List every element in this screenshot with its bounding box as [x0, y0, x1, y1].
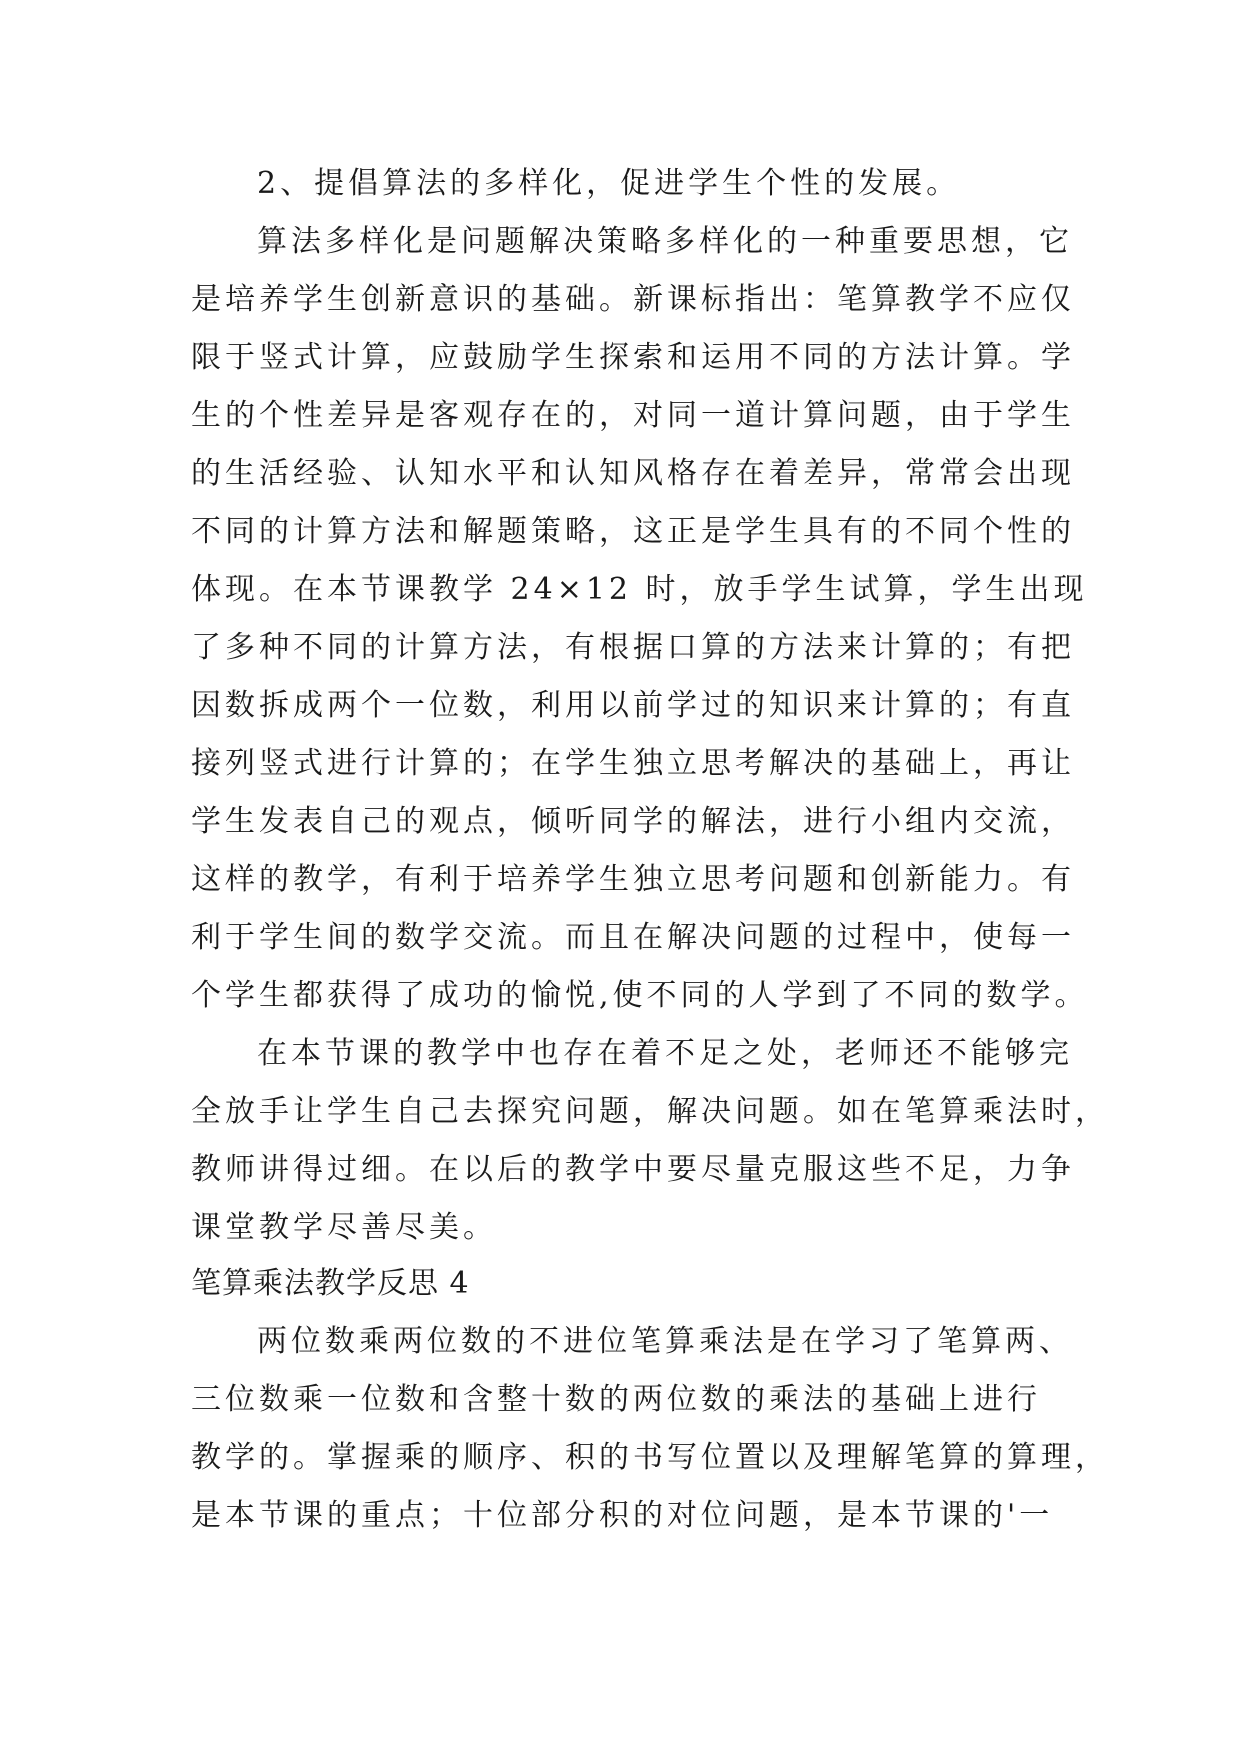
paragraph-first-line: 算法多样化是问题解决策略多样化的一种重要思想，它 [257, 224, 1073, 259]
text-line: 教学的。掌握乘的顺序、积的书写位置以及理解笔算的算理， [191, 1440, 1109, 1475]
text-line: 体现。在本节课教学 24×12 时，放手学生试算，学生出现 [191, 572, 1088, 607]
text-line: 2、提倡算法的多样化，促进学生个性的发展。 [257, 166, 961, 201]
text-line: 教师讲得过细。在以后的教学中要尽量克服这些不足，力争 [191, 1152, 1075, 1187]
text-line: 三位数乘一位数和含整十数的两位数的乘法的基础上进行 [191, 1382, 1041, 1417]
text-line: 了多种不同的计算方法，有根据口算的方法来计算的；有把 [191, 630, 1075, 665]
text-line: 利于学生间的数学交流。而且在解决问题的过程中，使每一 [191, 920, 1075, 955]
text-line: 接列竖式进行计算的；在学生独立思考解决的基础上，再让 [191, 746, 1075, 781]
text-line: 这样的教学，有利于培养学生独立思考问题和创新能力。有 [191, 862, 1075, 897]
text-line: 学生发表自己的观点，倾听同学的解法，进行小组内交流， [191, 804, 1075, 839]
text-line: 限于竖式计算，应鼓励学生探索和运用不同的方法计算。学 [191, 340, 1075, 375]
paragraph-first-line: 两位数乘两位数的不进位笔算乘法是在学习了笔算两、 [257, 1324, 1073, 1359]
text-line: 全放手让学生自己去探究问题，解决问题。如在笔算乘法时， [191, 1094, 1109, 1129]
paragraph-first-line: 在本节课的教学中也存在着不足之处，老师还不能够完 [257, 1036, 1073, 1071]
text-line: 不同的计算方法和解题策略，这正是学生具有的不同个性的 [191, 514, 1075, 549]
text-line: 生的个性差异是客观存在的，对同一道计算问题，由于学生 [191, 398, 1075, 433]
text-line: 是培养学生创新意识的基础。新课标指出：笔算教学不应仅 [191, 282, 1075, 317]
text-line: 的生活经验、认知水平和认知风格存在着差异，常常会出现 [191, 456, 1075, 491]
text-line: 因数拆成两个一位数，利用以前学过的知识来计算的；有直 [191, 688, 1075, 723]
text-line: 个学生都获得了成功的愉悦,使不同的人学到了不同的数学。 [191, 978, 1089, 1013]
section-heading: 笔算乘法教学反思 4 [191, 1266, 470, 1301]
text-line: 是本节课的重点；十位部分积的对位问题，是本节课的'一 [191, 1498, 1054, 1533]
text-line: 课堂教学尽善尽美。 [191, 1210, 497, 1245]
